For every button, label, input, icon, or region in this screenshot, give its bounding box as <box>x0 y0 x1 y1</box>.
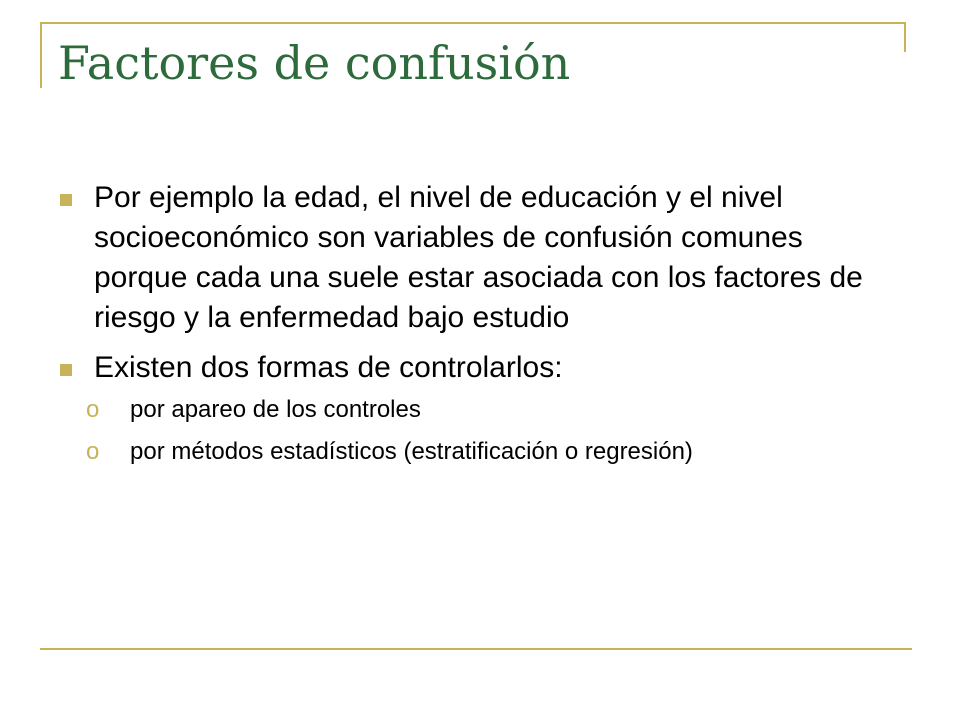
frame-right-rule <box>904 22 906 52</box>
circle-bullet-icon: o <box>86 438 100 465</box>
square-bullet-icon <box>60 364 72 376</box>
sub-bullet-item <box>86 436 850 468</box>
circle-bullet-icon: o <box>86 396 100 423</box>
square-bullet-icon <box>60 194 72 206</box>
frame-top-rule <box>40 22 906 24</box>
bullet-text: Existen dos formas de controlarlos: <box>94 351 563 384</box>
bullet-item <box>60 348 892 388</box>
bullet-item <box>60 178 892 338</box>
slide-body <box>60 178 900 468</box>
bullet-text: Por ejemplo la edad, el nivel de educación y el nivel socioeconómico son variables de confusión comunes porque cada una suele estar asociada con los factores de riesgo y la enfermedad bajo estudio <box>94 181 863 334</box>
frame-bottom-rule <box>40 648 912 650</box>
sub-bullet-text: por apareo de los controles <box>130 396 421 423</box>
sub-bullet-item <box>86 394 850 426</box>
frame-left-rule <box>40 22 42 88</box>
sub-bullet-text: por métodos estadísticos (estratificación o regresión) <box>130 438 693 465</box>
sub-bullet-list <box>60 394 900 468</box>
slide-title: Factores de confusión <box>58 36 571 90</box>
